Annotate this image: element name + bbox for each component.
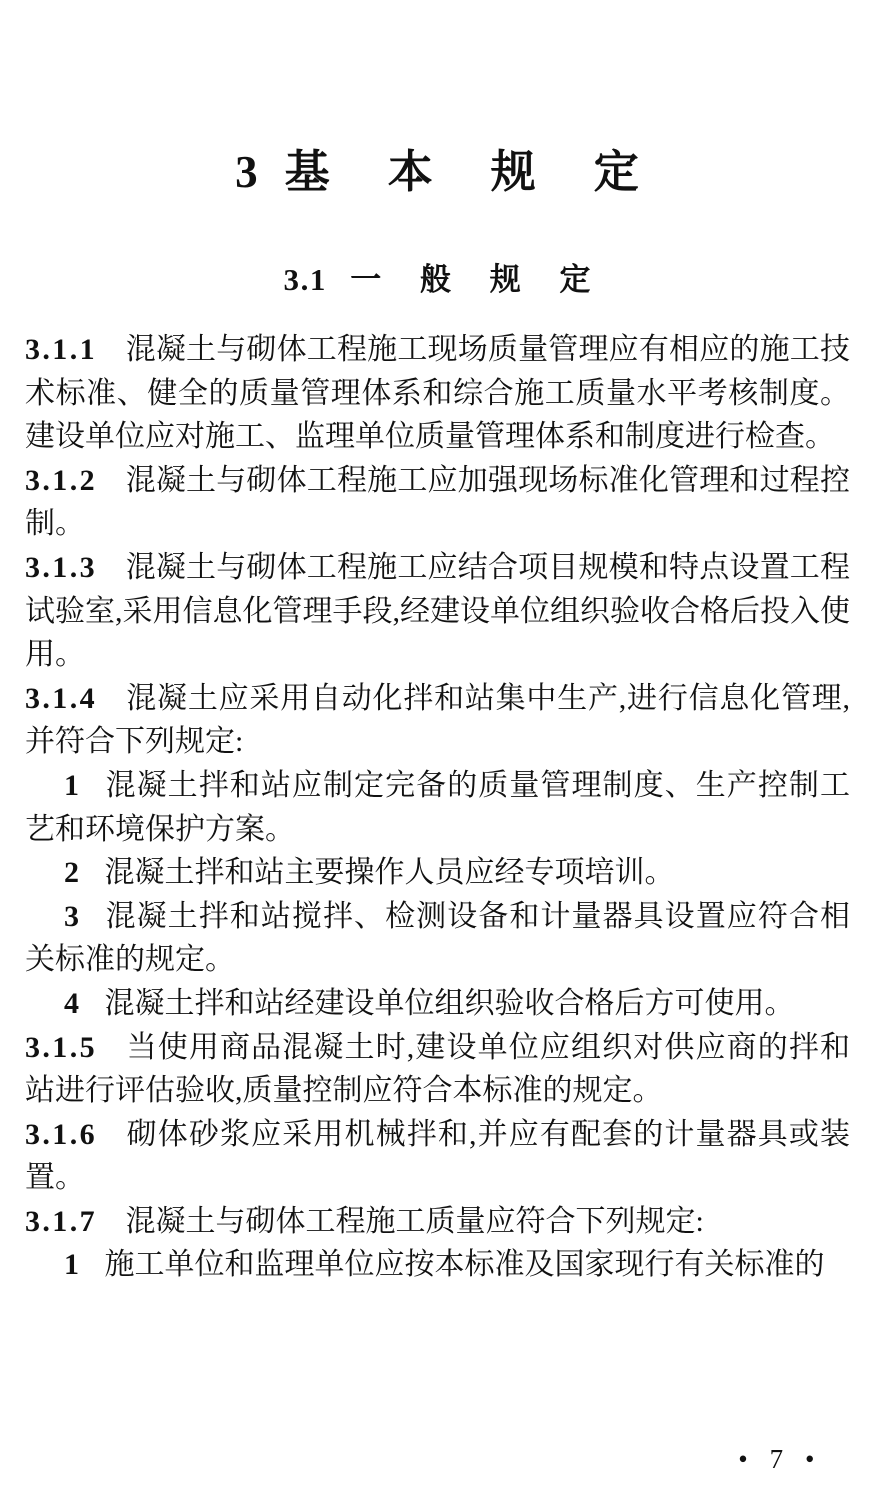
clause-text: 当使用商品混凝土时,建设单位应组织对供应商的拌和站进行评估验收,质量控制应符合本标准的规定。 (25, 1030, 850, 1108)
item-number: 1 (64, 1248, 79, 1282)
clause-paragraph (25, 1113, 850, 1200)
clause-paragraph (25, 1026, 850, 1113)
item-text: 混凝土拌和站应制定完备的质量管理制度、生产控制工艺和环境保护方案。 (25, 768, 850, 846)
item-number: 3 (64, 899, 79, 933)
clause-paragraph (25, 677, 850, 764)
clause-text: 混凝土与砌体工程施工质量应符合下列规定: (125, 1204, 704, 1238)
sub-item-paragraph (25, 764, 850, 851)
section-number: 3.1 (283, 262, 327, 297)
clause-paragraph (25, 328, 850, 459)
item-text: 混凝土拌和站搅拌、检测设备和计量器具设置应符合相关标准的规定。 (25, 899, 850, 977)
section-heading-text: 一 般 规 定 (350, 262, 606, 297)
document-page (0, 146, 874, 1489)
sub-item-paragraph (25, 895, 850, 982)
sub-item-paragraph (25, 851, 850, 895)
clause-number: 3.1.7 (25, 1204, 97, 1238)
section-heading (0, 262, 874, 298)
chapter-title-text: 基 本 规 定 (284, 147, 663, 197)
item-text: 混凝土拌和站经建设单位组织验收合格后方可使用。 (104, 986, 795, 1020)
clause-text: 混凝土与砌体工程施工应加强现场标准化管理和过程控制。 (25, 463, 850, 541)
clause-number: 3.1.4 (25, 681, 97, 715)
chapter-title (0, 146, 874, 198)
clause-text: 混凝土与砌体工程施工现场质量管理应有相应的施工技术标准、健全的质量管理体系和综合施工质量水平考核制度。建设单位应对施工、监理单位质量管理体系和制度进行检查。 (25, 333, 850, 454)
clause-number: 3.1.2 (25, 463, 97, 497)
clause-number: 3.1.5 (25, 1030, 97, 1064)
clause-text: 砌体砂浆应采用机械拌和,并应有配套的计量器具或装置。 (25, 1117, 850, 1195)
chapter-number: 3 (235, 147, 258, 197)
body-text (0, 328, 874, 1287)
clause-text: 混凝土应采用自动化拌和站集中生产,进行信息化管理,并符合下列规定: (25, 681, 850, 759)
item-text: 施工单位和监理单位应按本标准及国家现行有关标准的 (104, 1248, 825, 1282)
clause-paragraph (25, 1200, 850, 1244)
sub-item-paragraph (25, 982, 850, 1026)
sub-item-paragraph (25, 1243, 850, 1287)
clause-paragraph (25, 459, 850, 546)
clause-number: 3.1.6 (25, 1117, 97, 1151)
item-number: 4 (64, 986, 79, 1020)
clause-number: 3.1.1 (25, 333, 97, 366)
page-number: • 7 • (738, 1444, 822, 1474)
clause-paragraph (25, 546, 850, 677)
item-text: 混凝土拌和站主要操作人员应经专项培训。 (104, 856, 675, 890)
item-number: 2 (64, 856, 79, 890)
item-number: 1 (64, 768, 79, 802)
clause-number: 3.1.3 (25, 550, 97, 584)
clause-text: 混凝土与砌体工程施工应结合项目规模和特点设置工程试验室,采用信息化管理手段,经建设单位组织验收合格后投入使用。 (25, 550, 850, 672)
